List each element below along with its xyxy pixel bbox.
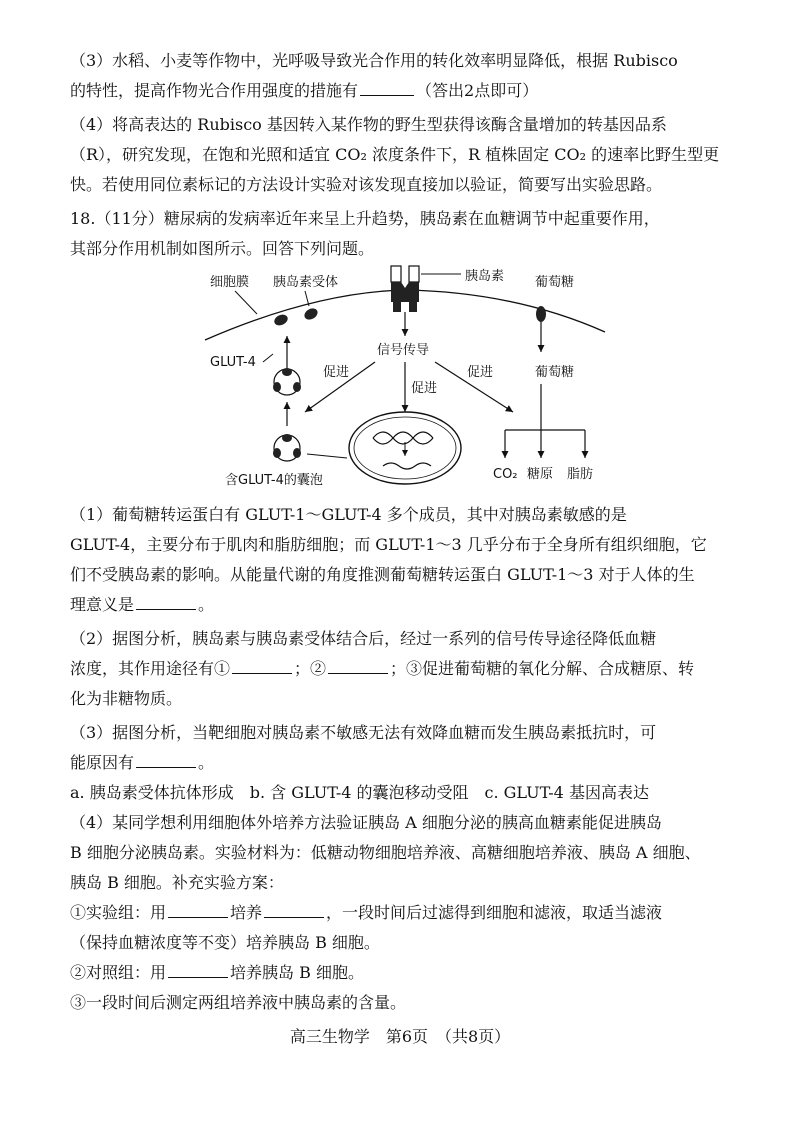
- cell-membrane-label: 细胞膜: [210, 275, 250, 290]
- answer-blank: [168, 901, 228, 918]
- q18-part1-line3: 们不受胰岛素的影响。从能量代谢的角度推测葡萄糖转运蛋白 GLUT-1～3 对于人体的生: [70, 565, 695, 584]
- glut4-leader-line: [263, 354, 273, 362]
- vesicle-lower: [273, 434, 301, 461]
- co2-label: CO₂: [493, 467, 518, 482]
- q18-part1-text: 理意义是: [70, 595, 135, 614]
- glucose-transporter-oval: [536, 306, 546, 322]
- q17-part4-line2: （R），研究发现，在饱和光照和适宜 CO₂ 浓度条件下，R 植株固定 CO₂ 的速率比野生型更: [70, 145, 720, 164]
- q18-intro-line2: 其部分作用机制如图所示。回答下列问题。: [70, 239, 375, 258]
- membrane-leader-line: [235, 291, 257, 314]
- promote-mid-label: 促进: [411, 381, 438, 396]
- insulin-label: 胰岛素: [465, 269, 505, 284]
- q18-part4-line1: （4）某同学想利用细胞体外培养方法验证胰岛 A 细胞分泌的胰高血糖素能促进胰岛: [70, 813, 662, 832]
- answer-blank: [264, 901, 324, 918]
- q17-part3-hint: （答出2点即可）: [416, 81, 539, 100]
- q17-part4-line1: （4）将高表达的 Rubisco 基因转入某作物的野生型获得该酶含量增加的转基因品系: [70, 115, 667, 134]
- q18-part1-line1: （1）葡萄糖转运蛋白有 GLUT-1～GLUT-4 多个成员，其中对胰岛素敏感的是: [70, 505, 627, 524]
- page-footer: 高三生物学 第6页 （共8页）: [289, 1027, 511, 1046]
- q18-part3-line2: [70, 748, 730, 778]
- q18-part1-end: 。: [198, 595, 215, 614]
- promote-right-label: 促进: [467, 365, 494, 380]
- q18-intro-line1: 18.（11分）糖尿病的发病率近年来呈上升趋势，胰岛素在血糖调节中起重要作用，: [70, 209, 660, 228]
- q18-part4-step3: ③一段时间后测定两组培养液中胰岛素的含量。: [70, 993, 407, 1012]
- answer-blank: [328, 657, 388, 674]
- q18-part2-text-b: ；②: [294, 659, 327, 678]
- promote-left-label: 促进: [323, 365, 350, 380]
- step2-text-a: ②对照组：用: [70, 963, 167, 982]
- insulin-receptor-complex: [391, 266, 419, 312]
- q17-part4-line3: 快。若使用同位素标记的方法设计实验对该发现直接加以验证，简要写出实验思路。: [70, 175, 663, 194]
- q18-part4-step1-cont: （保持血糖浓度等不变）培养胰岛 B 细胞。: [70, 933, 380, 952]
- step2-text-b: 培养胰岛 B 细胞。: [230, 963, 364, 982]
- glucose-top-label: 葡萄糖: [535, 275, 575, 290]
- q18-part2-line2: [70, 654, 730, 684]
- glut4-label: GLUT-4: [210, 355, 256, 370]
- vesicle-leader-line: [307, 454, 347, 458]
- q18-part4-line2: B 细胞分泌胰岛素。实验材料为：低糖动物细胞培养液、高糖细胞培养液、胰岛 A 细胞、: [70, 843, 701, 862]
- answer-blank: [136, 593, 196, 610]
- q18-part3-options: a. 胰岛素受体抗体形成 b. 含 GLUT-4 的囊泡移动受阻 c. GLUT-4 基因高表达: [70, 783, 649, 802]
- q18-part2-text-a: 浓度，其作用途径有①: [70, 659, 231, 678]
- glycogen-label: 糖原: [527, 467, 554, 482]
- fat-label: 脂肪: [567, 467, 594, 482]
- receptor-oval: [273, 313, 290, 328]
- q18-part2-text-c: ；③促进葡萄糖的氧化分解、合成糖原、转: [390, 659, 695, 678]
- q18-part3-line1: （3）据图分析，当靶细胞对胰岛素不敏感无法有效降血糖而发生胰岛素抵抗时，可: [70, 723, 657, 742]
- q18-part4-step2: [70, 958, 730, 988]
- answer-blank: [360, 79, 414, 96]
- q18-part3-end: 。: [198, 753, 215, 772]
- step1-text-b: 培养: [230, 903, 263, 922]
- vesicle-upper: [273, 368, 301, 395]
- step1-text-a: ①实验组：用: [70, 903, 167, 922]
- q18-part3-text: 能原因有: [70, 753, 135, 772]
- answer-blank: [136, 751, 196, 768]
- q18-part1-line2: GLUT-4，主要分布于肌肉和脂肪细胞；而 GLUT-1～3 几乎分布于全身所有组织细胞，它: [70, 535, 707, 554]
- q18-part1-line4: [70, 590, 730, 620]
- insulin-receptor-label: 胰岛素受体: [273, 275, 339, 290]
- q18-part4-step1: [70, 898, 730, 928]
- glucose-inner-label: 葡萄糖: [535, 365, 575, 380]
- q18-part2-line3: 化为非糖物质。: [70, 689, 183, 708]
- signal-label: 信号传导: [377, 343, 430, 358]
- q17-part3-line1: （3）水稻、小麦等作物中，光呼吸导致光合作用的转化效率明显降低，根据 Rubisco: [70, 51, 678, 70]
- answer-blank: [232, 657, 292, 674]
- insulin-mechanism-diagram: [195, 262, 615, 497]
- vesicle-label: 含GLUT-4的囊泡: [225, 473, 323, 488]
- q18-part4-line3: 胰岛 B 细胞。补充实验方案：: [70, 873, 284, 892]
- receptor-oval: [302, 306, 319, 322]
- answer-blank: [168, 961, 228, 978]
- q17-part3-line2: [70, 76, 730, 106]
- q17-part3-text: 的特性，提高作物光合作用强度的措施有: [70, 81, 359, 100]
- q18-part2-line1: （2）据图分析，胰岛素与胰岛素受体结合后，经过一系列的信号传导途径降低血糖: [70, 629, 657, 648]
- nucleus: [349, 412, 461, 484]
- step1-text-c: ，一段时间后过滤得到细胞和滤液，取适当滤液: [326, 903, 663, 922]
